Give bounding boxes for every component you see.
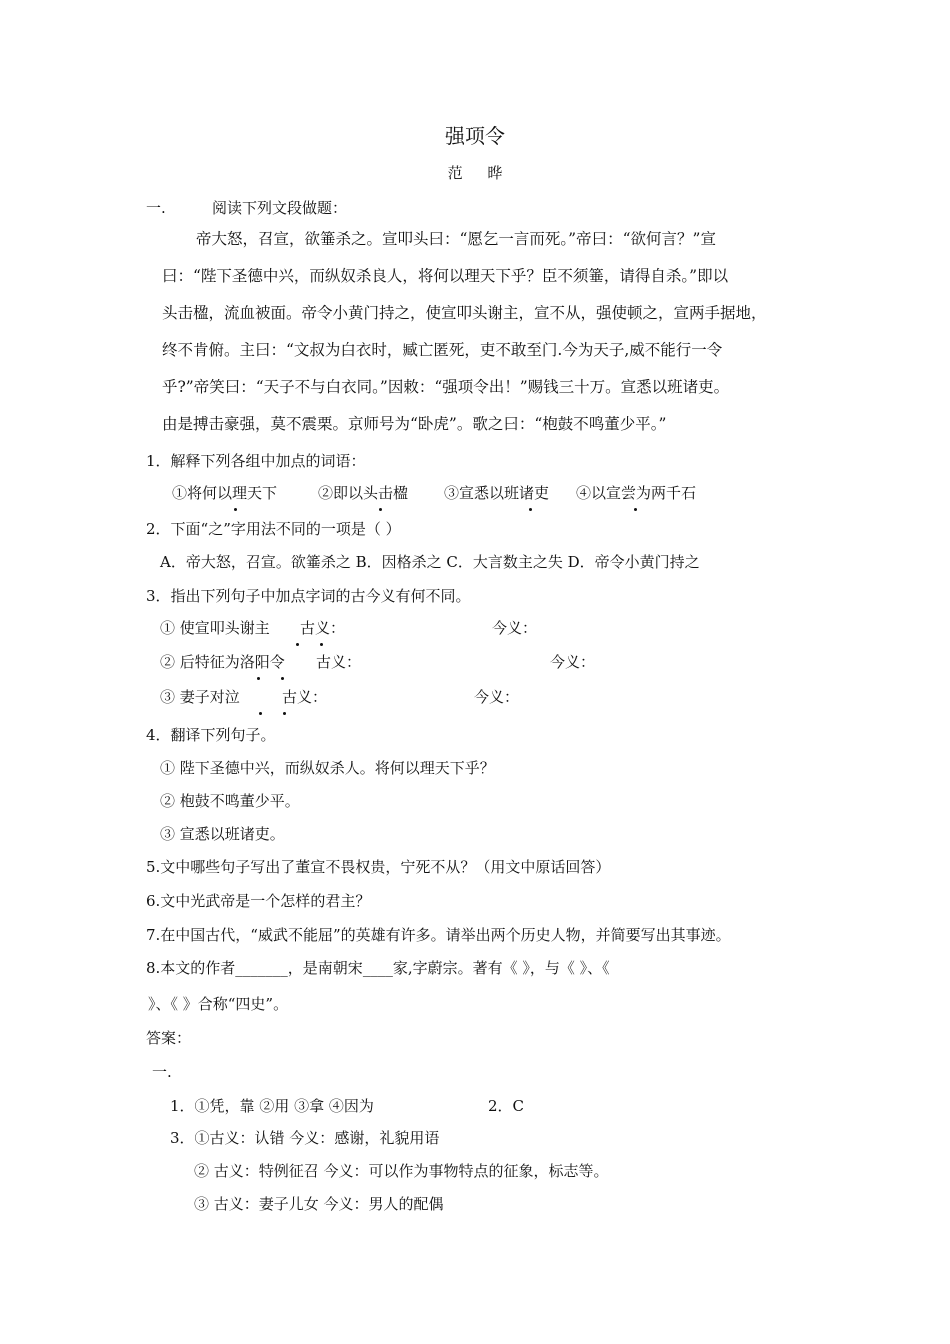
passage-line: 头击楹，流血被面。帝令小黄门持之，使宣叩头谢主，宣不从，强使顿之，宣两手据地， <box>162 304 767 322</box>
question-4-item: ② 枹鼓不鸣董少平。 <box>160 792 300 810</box>
document-title: 强项令 <box>445 124 505 148</box>
question-3-sentence: ① 使宣叩头谢主 <box>160 619 270 637</box>
question-2-stem: 2．下面“之”字用法不同的一项是（ ） <box>146 520 401 538</box>
section-one-number: 一. <box>146 199 166 217</box>
question-8-line-1: 8.本文的作者_______，是南朝宋____家,字蔚宗。著有《 》，与《 》、《 <box>146 959 610 977</box>
question-3-modern-meaning-label: 今义： <box>550 653 596 671</box>
question-5: 5.文中哪些句子写出了董宣不畏权贵，宁死不从？（用文中原话回答） <box>146 858 611 876</box>
section-one-instruction: 阅读下列文段做题： <box>212 199 348 217</box>
document-author: 范 晔 <box>447 164 513 182</box>
question-4-item: ① 陛下圣德中兴，而纵奴杀人。将何以理天下乎？ <box>160 759 495 777</box>
answers-section-number: 一. <box>152 1063 172 1081</box>
answer-1: 1．①凭，靠 ②用 ③拿 ④因为 <box>170 1097 374 1115</box>
question-2-options: A．帝大怒，召宣。欲箠杀之 B．因格杀之 C．大言数主之失 D．帝令小黄门持之 <box>160 553 700 571</box>
question-8-line-2: 》、《 》合称“四史”。 <box>148 995 289 1013</box>
question-1-item: ④以宣尝为两千石 <box>576 484 697 502</box>
passage-line: 终不肯俯。主曰：“文叔为白衣时，臧亡匿死，吏不敢至门.今为天子,威不能行一令 <box>162 341 723 359</box>
question-3-ancient-meaning-label: 古义： <box>282 688 328 706</box>
answer-3-item: 3．①古义：认错 今义：感谢，礼貌用语 <box>170 1129 440 1147</box>
question-3-ancient-meaning-label: 古义： <box>300 619 346 637</box>
question-1-item: ②即以头击楹 <box>318 484 409 502</box>
answers-heading: 答案： <box>146 1029 192 1047</box>
answer-3-item: ③ 古义：妻子儿女 今义：男人的配偶 <box>194 1195 444 1213</box>
question-1-item: ③宣悉以班诸吏 <box>444 484 550 502</box>
answer-3-item: ② 古义：特例征召 今义：可以作为事物特点的征象，标志等。 <box>194 1162 609 1180</box>
question-1-stem: 1．解释下列各组中加点的词语： <box>146 452 366 470</box>
question-4-stem: 4．翻译下列句子。 <box>146 726 276 744</box>
passage-line: 曰：“陛下圣德中兴，而纵奴杀良人，将何以理天下乎？臣不须箠，请得自杀。”即以 <box>162 267 729 285</box>
answer-2: 2．C <box>488 1097 525 1115</box>
passage-line: 帝大怒，召宣，欲箠杀之。宣叩头曰：“愿乞一言而死。”帝曰：“欲何言？”宣 <box>196 230 716 248</box>
question-6: 6.文中光武帝是一个怎样的君主？ <box>146 892 371 910</box>
question-3-modern-meaning-label: 今义： <box>492 619 538 637</box>
question-3-ancient-meaning-label: 古义： <box>316 653 362 671</box>
question-3-stem: 3．指出下列句子中加点字词的古今义有何不同。 <box>146 587 471 605</box>
passage-line: 乎?”帝笑曰：“天子不与白衣同。”因敕：“强项令出！”赐钱三十万。宣悉以班诸吏。 <box>162 378 730 396</box>
question-3-sentence: ② 后特征为洛阳令 <box>160 653 285 671</box>
passage-line: 由是搏击豪强，莫不震栗。京师号为“卧虎”。歌之曰：“枹鼓不鸣董少平。” <box>162 415 667 433</box>
question-7: 7.在中国古代，“威武不能屈”的英雄有许多。请举出两个历史人物，并简要写出其事迹。 <box>146 926 731 944</box>
question-3-sentence: ③ 妻子对泣 <box>160 688 240 706</box>
question-1-item: ①将何以理天下 <box>172 484 278 502</box>
question-4-item: ③ 宣悉以班诸吏。 <box>160 825 285 843</box>
question-3-modern-meaning-label: 今义： <box>474 688 520 706</box>
